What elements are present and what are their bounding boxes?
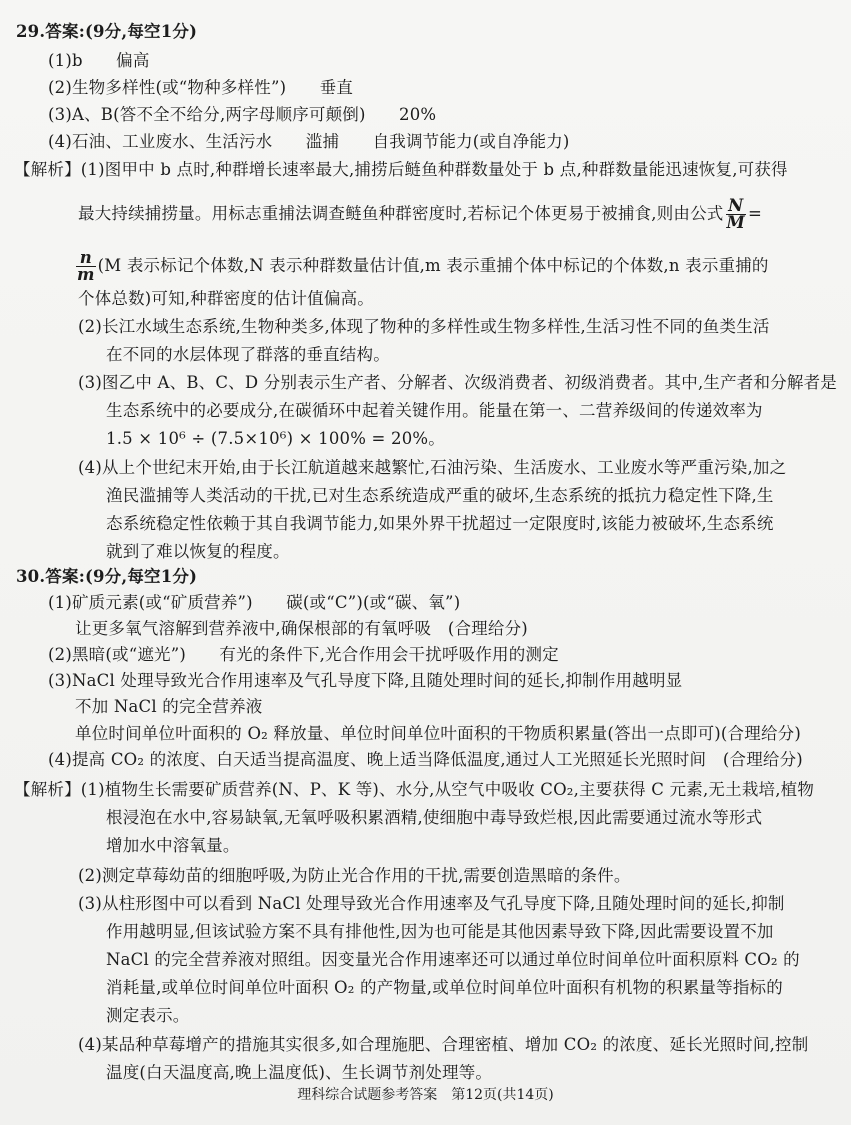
formula-fraction-N-over-M: $\frac{N}{M}$ [726,196,745,232]
q29-explanation-1-line-4: 个体总数)可知,种群密度的估计值偏高。 [78,289,374,308]
q29-answer-1: (1)b 偏高 [48,51,150,70]
q29-explanation-4-line-2: 渔民滥捕等人类活动的干扰,已对生态系统造成严重的破坏,生态系统的抵抗力稳定性下降,生 [106,486,774,505]
q30-answer-4: (4)提高 CO₂ 的浓度、白天适当提高温度、晚上适当降低温度,通过人工光照延长光照时间 (合理给分) [48,750,803,769]
q29-explanation-2-line-2: 在不同的水层体现了群落的垂直结构。 [106,345,390,364]
q30-answer-3-line-2: 不加 NaCl 的完全营养液 [75,697,263,716]
q30-header: 30.答案:(9分,每空1分) [16,567,198,586]
q30-answer-1-line-1: (1)矿质元素(或“矿质营养”) 碳(或“C”)(或“碳、氧”) [48,593,461,612]
q29-explanation-4-line-4: 就到了难以恢复的程度。 [106,542,290,561]
q30-answer-3-line-3: 单位时间单位叶面积的 O₂ 释放量、单位时间单位叶面积的干物质积累量(答出一点即可)(合理给分) [75,724,801,743]
q29-explanation-3-line-3: 1.5 × 10⁶ ÷ (7.5×10⁶) × 100% = 20%。 [106,429,446,448]
q30-answer-3-line-1: (3)NaCl 处理导致光合作用速率及气孔导度下降,且随处理时间的延长,抑制作用越明显 [48,671,683,690]
formula-fraction-n-over-m: $\frac{n}{m}$ [77,248,95,284]
q29-explanation-4-line-1: (4)从上个世纪末开始,由于长江航道越来越繁忙,石油污染、生活废水、工业废水等严重污染,加之 [78,458,787,477]
q30-explanation-3-line-3: NaCl 的完全营养液对照组。因变量光合作用速率还可以通过单位时间单位叶面积原料 CO₂ 的 [106,950,800,969]
q29-explanation-1-line-3 [0,250,851,283]
q29-explanation-4-line-3: 态系统稳定性依赖于其自我调节能力,如果外界干扰超过一定限度时,该能力被破坏,生态系统 [106,514,774,533]
q29-explanation-1-line-1: 【解析】(1)图甲中 b 点时,种群增长速率最大,捕捞后鲢鱼种群数量处于 b 点,种群数量能迅速恢复,可获得 [14,160,788,179]
q30-explanation-3-line-4: 消耗量,或单位时间单位叶面积 O₂ 的产物量,或单位时间单位叶面积有机物的积累量等指标的 [106,978,783,997]
equals-sign: = [747,204,762,223]
q29-explanation-1-line-2 [0,198,851,231]
q29-explanation-1-text: 最大持续捕捞量。用标志重捕法调查鲢鱼种群密度时,若标记个体更易于被捕食,则由公式 [78,204,724,223]
q29-explanation-3-line-1: (3)图乙中 A、B、C、D 分别表示生产者、分解者、次级消费者、初级消费者。其中,生产者和分解者是 [78,373,838,392]
q30-explanation-1-line-2: 根浸泡在水中,容易缺氧,无氧呼吸积累酒精,使细胞中毒导致烂根,因此需要通过流水等形式 [106,808,763,827]
q30-answer-1-line-2: 让更多氧气溶解到营养液中,确保根部的有氧呼吸 (合理给分) [75,619,528,638]
page-footer: 理科综合试题参考答案 第12页(共14页) [297,1087,554,1103]
q30-explanation-4-line-2: 温度(白天温度高,晚上温度低)、生长调节剂处理等。 [106,1063,493,1082]
q30-explanation-1-line-1: 【解析】(1)植物生长需要矿质营养(N、P、K 等)、水分,从空气中吸收 CO₂,主要获得 C 元素,无土栽培,植物 [14,780,815,799]
q29-answer-4: (4)石油、工业废水、生活污水 滥捕 自我调节能力(或自净能力) [48,132,570,151]
q29-explanation-1-text-2: (M 表示标记个体数,N 表示种群数量估计值,m 表示重捕个体中标记的个体数,n 表示重捕的 [97,256,769,275]
q30-explanation-3-line-2: 作用越明显,但该试验方案不具有排他性,因为也可能是其他因素导致下降,因此需要设置不加 [106,922,774,941]
q29-header: 29.答案:(9分,每空1分) [16,22,198,41]
q30-explanation-3-line-1: (3)从柱形图中可以看到 NaCl 处理导致光合作用速率及气孔导度下降,且随处理时间的延长,抑制 [78,894,785,913]
q29-explanation-2-line-1: (2)长江水域生态系统,生物种类多,体现了物种的多样性或生物多样性,生活习性不同的鱼类生活 [78,317,770,336]
q29-answer-3: (3)A、B(答不全不给分,两字母顺序可颠倒) 20% [48,105,437,124]
q30-answer-2: (2)黑暗(或“遮光”) 有光的条件下,光合作用会干扰呼吸作用的测定 [48,645,559,664]
q29-answer-2: (2)生物多样性(或“物种多样性”) 垂直 [48,78,354,97]
q30-explanation-2-line-1: (2)测定草莓幼苗的细胞呼吸,为防止光合作用的干扰,需要创造黑暗的条件。 [78,866,631,885]
q30-explanation-4-line-1: (4)某品种草莓增产的措施其实很多,如合理施肥、合理密植、增加 CO₂ 的浓度、延长光照时间,控制 [78,1035,809,1054]
q30-explanation-3-line-5: 测定表示。 [106,1006,190,1025]
q29-explanation-3-line-2: 生态系统中的必要成分,在碳循环中起着关键作用。能量在第一、二营养级间的传递效率为 [106,401,763,420]
q30-explanation-1-line-3: 增加水中溶氧量。 [106,836,240,855]
